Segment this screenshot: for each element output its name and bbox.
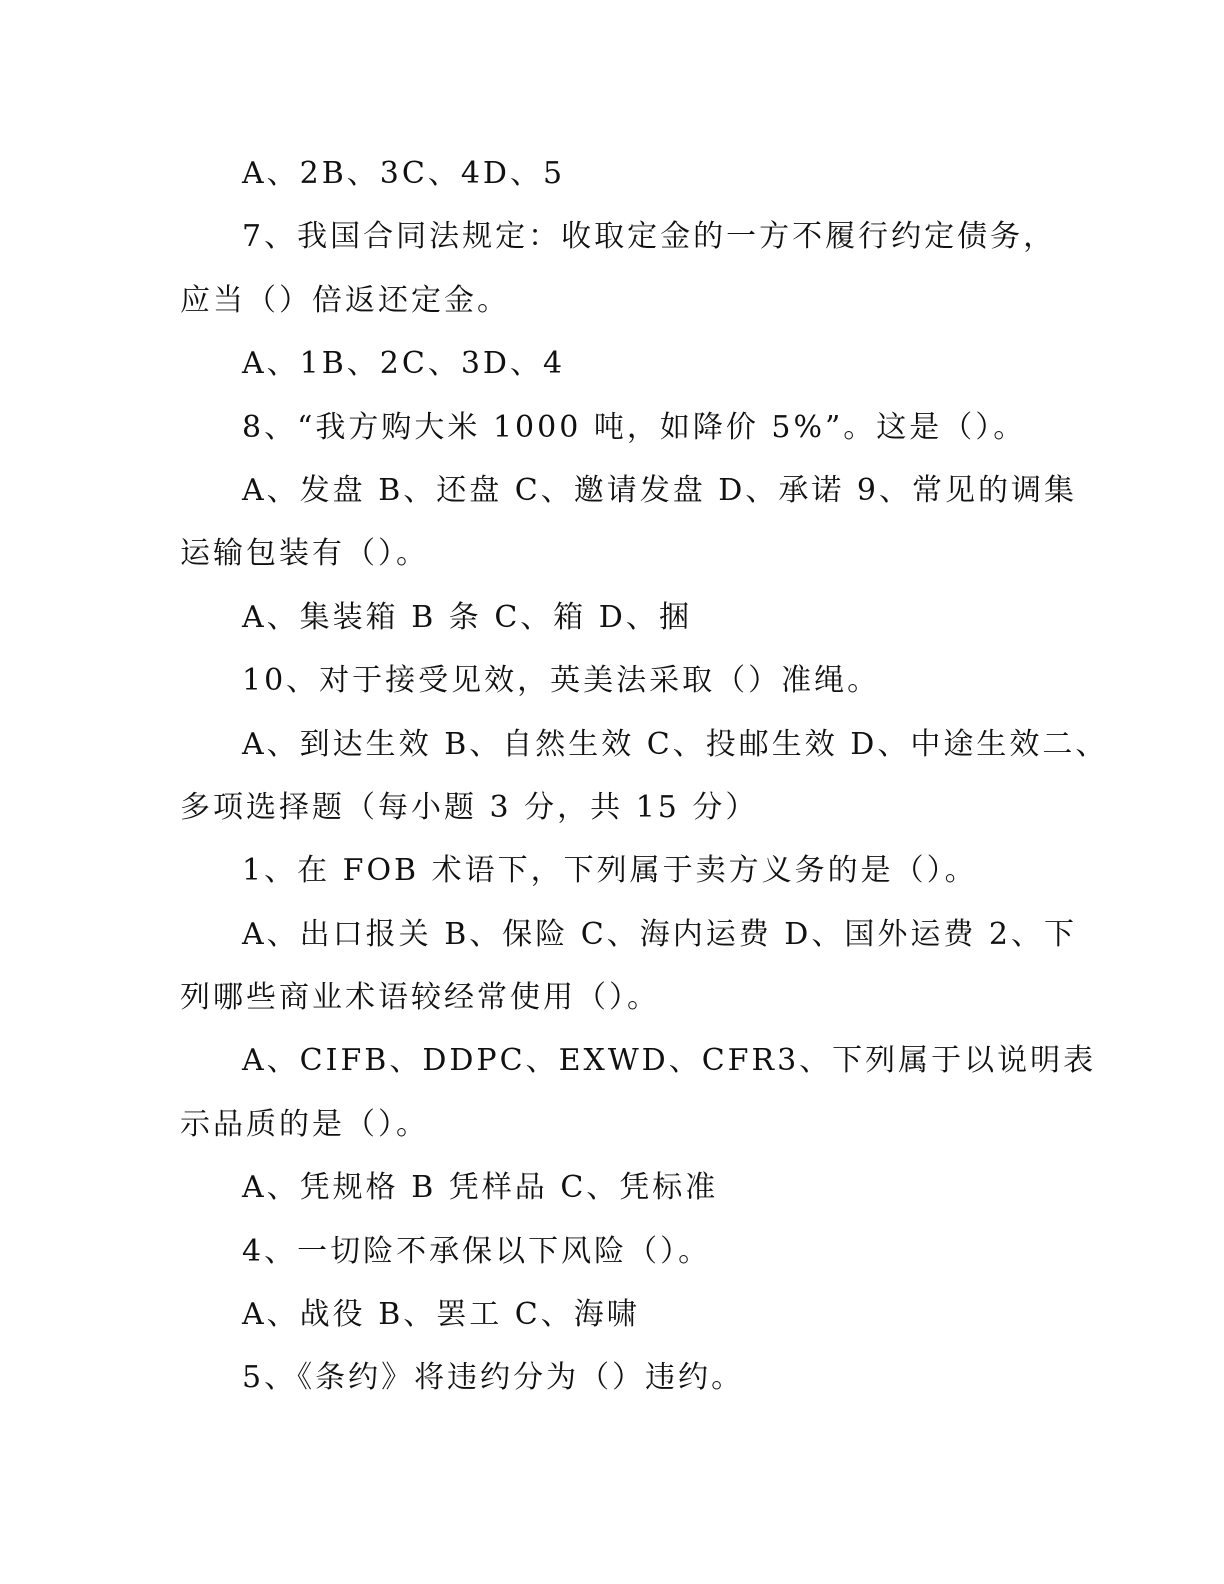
text-line: 8、“我方购大米 1000 吨，如降价 5%”。这是（）。 bbox=[242, 409, 1027, 445]
text-line: 1、在 FOB 术语下，下列属于卖方义务的是（）。 bbox=[242, 853, 978, 889]
text-line: A、CIFB、DDPC、EXWD、CFR3、下列属于以说明表 bbox=[242, 1043, 1097, 1079]
text-line: 应当（）倍返还定金。 bbox=[180, 282, 510, 318]
text-line: A、1B、2C、3D、4 bbox=[242, 346, 566, 382]
text-line: A、发盘 B、还盘 C、邀请发盘 D、承诺 9、常见的调集 bbox=[242, 472, 1077, 508]
document-body bbox=[180, 142, 1109, 1410]
text-line: 4、一切险不承保以下风险（）。 bbox=[242, 1233, 712, 1269]
text-line: 5、《条约》将违约分为（）违约。 bbox=[242, 1360, 745, 1396]
text-line: 列哪些商业术语较经常使用（）。 bbox=[180, 980, 660, 1016]
text-line: 运输包装有（）。 bbox=[180, 536, 429, 572]
text-line: A、凭规格 B 凭样品 C、凭标准 bbox=[242, 1170, 719, 1206]
text-line: A、集装箱 B 条 C、箱 D、捆 bbox=[242, 599, 692, 635]
text-line: 10、对于接受见效，英美法采取（）准绳。 bbox=[242, 663, 881, 699]
text-line: A、战役 B、罢工 C、海啸 bbox=[242, 1297, 640, 1333]
text-line: A、出口报关 B、保险 C、海内运费 D、国外运费 2、下 bbox=[242, 916, 1077, 952]
section-heading: 多项选择题（每小题 3 分，共 15 分） bbox=[180, 789, 759, 825]
text-line: 示品质的是（）。 bbox=[180, 1106, 429, 1142]
text-line: A、2B、3C、4D、5 bbox=[242, 156, 566, 191]
text-line: 7、我国合同法规定：收取定金的一方不履行约定债务， bbox=[242, 219, 1057, 255]
text-line: A、到达生效 B、自然生效 C、投邮生效 D、中途生效二、 bbox=[242, 726, 1109, 762]
